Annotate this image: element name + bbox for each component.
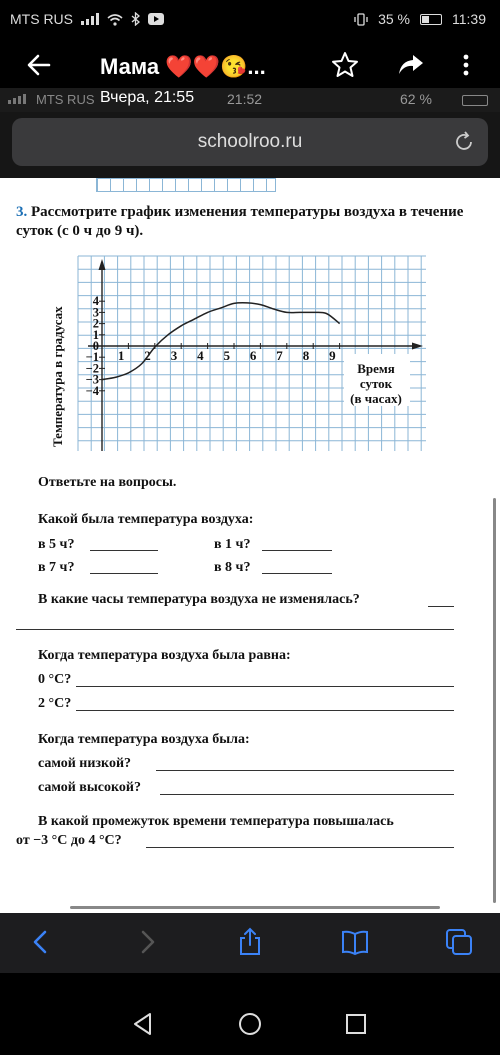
task-statement: Рассмотрите график изменения температуры воздуха в течение суток (с 0 ч до 9 ч). <box>16 204 464 239</box>
question-3b: 2 °С? <box>38 696 72 711</box>
signal-icon <box>81 13 99 25</box>
question-2: В какие часы температура воздуха не изменялась? <box>38 592 360 607</box>
answer-prompt: Ответьте на вопросы. <box>38 475 177 490</box>
nav-recents-icon[interactable] <box>343 1011 369 1037</box>
x-tick-label: 5 <box>223 348 230 363</box>
web-page <box>0 178 500 913</box>
vertical-scrollbar[interactable] <box>493 498 496 903</box>
x-tick-label: 2 <box>144 348 151 363</box>
browser-address-area <box>0 112 500 178</box>
battery-icon <box>420 14 442 25</box>
temperature-line <box>102 303 340 380</box>
url-text[interactable]: schoolroo.ru <box>197 131 303 152</box>
x-axis-label-line: Время <box>357 361 395 376</box>
y-tick-label: 1 <box>92 327 99 342</box>
answer-line <box>146 847 454 848</box>
x-tick-label: 9 <box>329 348 336 363</box>
x-tick-label: 8 <box>302 348 310 363</box>
horizontal-scrollbar[interactable] <box>70 906 440 909</box>
bluetooth-icon <box>131 12 140 26</box>
youtube-icon <box>148 13 164 25</box>
vibrate-icon <box>354 13 368 26</box>
back-icon[interactable] <box>26 927 56 957</box>
nav-home-icon[interactable] <box>237 1011 263 1037</box>
x-axis-label <box>344 354 410 406</box>
answer-line <box>90 573 158 574</box>
question-1a: в 5 ч? <box>38 537 75 552</box>
x-tick-label: 1 <box>117 348 125 363</box>
share-icon[interactable] <box>235 927 265 957</box>
task-number: 3. <box>16 204 28 220</box>
tabs-icon[interactable] <box>444 927 474 957</box>
question-1b: в 1 ч? <box>214 537 251 552</box>
forward-icon[interactable] <box>132 927 162 957</box>
question-1d: в 8 ч? <box>214 560 251 575</box>
question-5-line-1: В какой промежуток времени температура повышалась <box>38 814 394 829</box>
answer-line <box>90 550 158 551</box>
signal-icon <box>8 94 26 104</box>
status-time: 11:39 <box>452 11 486 27</box>
question-4b: самой высокой? <box>38 780 141 795</box>
screenshot-battery: 62 % <box>400 91 432 107</box>
x-tick-label: 3 <box>170 348 178 363</box>
y-tick-label: −1 <box>85 350 99 365</box>
bookmarks-icon[interactable] <box>340 927 370 957</box>
status-bar <box>0 0 500 40</box>
status-carrier: MTS RUS <box>10 11 73 27</box>
x-tick-label: 7 <box>276 348 283 363</box>
answer-line <box>160 794 454 795</box>
android-nav-bar <box>0 973 500 1055</box>
answer-line <box>428 606 454 607</box>
chat-title: Мама ❤️❤️😘... <box>100 54 266 79</box>
battery-icon <box>462 95 488 106</box>
y-tick-label: 0 <box>92 339 99 353</box>
share-forward-icon[interactable] <box>396 50 426 80</box>
reload-icon[interactable] <box>452 130 476 154</box>
question-1c: в 7 ч? <box>38 560 75 575</box>
question-4a: самой низкой? <box>38 756 132 771</box>
y-tick-label: 3 <box>92 305 99 320</box>
back-arrow-icon[interactable] <box>24 50 54 80</box>
x-axis-label-line: суток <box>359 376 393 391</box>
star-icon[interactable] <box>330 50 360 80</box>
question-1-title: Какой была температура воздуха: <box>38 512 254 527</box>
y-tick-label: −2 <box>85 361 99 376</box>
answer-line <box>76 710 454 711</box>
browser-toolbar <box>0 913 500 973</box>
question-3a: 0 °С? <box>38 672 72 687</box>
y-tick-label: −4 <box>85 383 99 398</box>
answer-line <box>156 770 454 771</box>
y-tick-label: 2 <box>92 316 99 331</box>
x-tick-label: 4 <box>197 348 204 363</box>
y-tick-label: 4 <box>92 294 99 309</box>
x-axis-label-line: (в часах) <box>350 391 402 406</box>
x-tick-label: 6 <box>249 348 257 363</box>
wifi-icon <box>107 13 123 26</box>
screenshot-carrier: MTS RUS <box>36 92 95 107</box>
message-date: Вчера, 21:55 <box>100 89 195 106</box>
y-axis-label: Температура в градусах <box>50 306 65 447</box>
answer-line <box>262 550 332 551</box>
question-5-line-2: от −3 °С до 4 °С? <box>16 833 122 848</box>
address-bar[interactable] <box>12 118 488 166</box>
status-battery-percent: 35 % <box>378 11 410 27</box>
more-options-icon[interactable] <box>456 50 476 80</box>
answer-line <box>262 573 332 574</box>
screenshot-status-bar <box>0 88 500 112</box>
y-tick-label: −3 <box>85 372 99 387</box>
answer-line <box>76 686 454 687</box>
screenshot-time: 21:52 <box>227 91 263 107</box>
task-text <box>16 203 466 241</box>
previous-grid-fragment <box>96 178 276 192</box>
chat-header <box>0 40 500 88</box>
answer-line <box>16 629 454 630</box>
temperature-chart <box>46 251 456 456</box>
question-3-title: Когда температура воздуха была равна: <box>38 648 291 663</box>
question-4-title: Когда температура воздуха была: <box>38 732 250 747</box>
nav-back-icon[interactable] <box>130 1011 156 1037</box>
